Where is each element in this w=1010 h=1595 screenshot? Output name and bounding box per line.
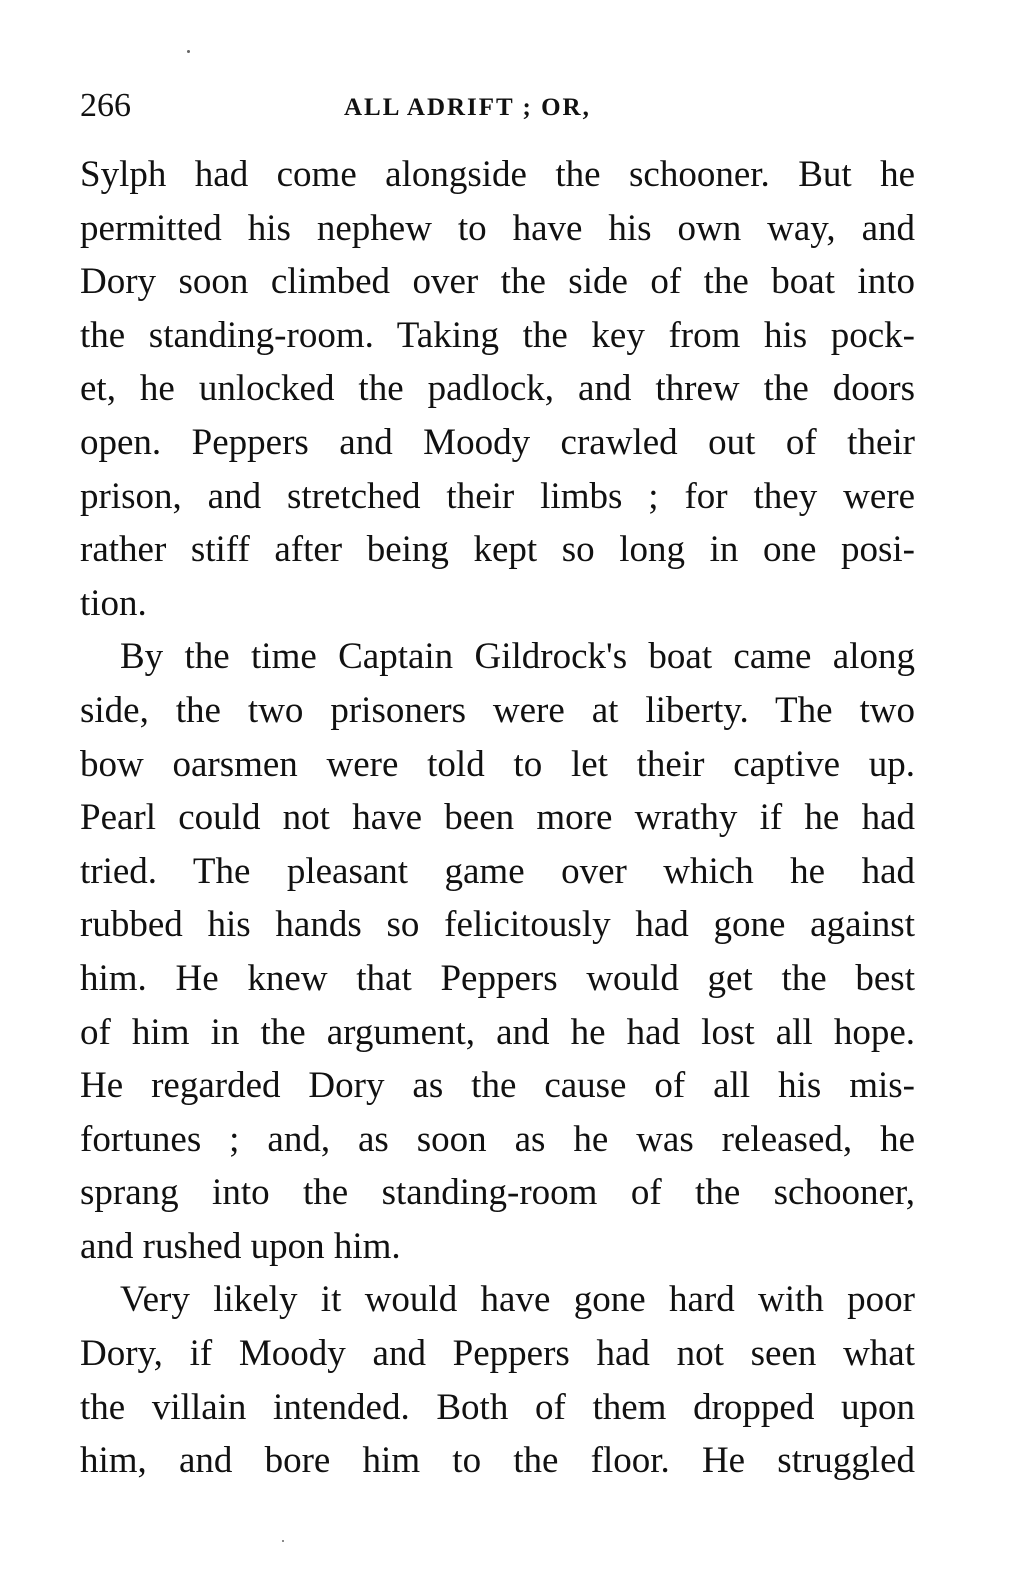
text-line: the standing-room. Taking the key from his pock- — [80, 314, 915, 356]
text-line: tion. — [80, 582, 147, 624]
text-line: him. He knew that Peppers would get the best — [80, 957, 915, 999]
scan-speck — [282, 1540, 284, 1542]
text-line: and rushed upon him. — [80, 1225, 401, 1267]
text-line: Very likely it would have gone hard with poor — [120, 1279, 915, 1321]
running-head — [80, 86, 915, 126]
paragraph — [80, 148, 915, 630]
text-line: By the time Captain Gildrock's boat came along — [120, 636, 915, 678]
body-text — [80, 148, 915, 1488]
text-line: et, he unlocked the padlock, and threw the doors — [80, 368, 915, 410]
text-line: tried. The pleasant game over which he had — [80, 850, 915, 892]
paragraph — [80, 630, 915, 1273]
text-line: permitted his nephew to have his own way, and — [80, 207, 915, 249]
page-number: 266 — [80, 87, 131, 124]
text-line: bow oarsmen were told to let their captive up. — [80, 743, 915, 785]
text-line: Dory soon climbed over the side of the boat into — [80, 261, 915, 303]
paragraph — [80, 1273, 915, 1487]
text-line: him, and bore him to the floor. He struggled — [80, 1440, 915, 1482]
scan-speck — [187, 50, 190, 53]
text-line: Dory, if Moody and Peppers had not seen what — [80, 1333, 915, 1375]
text-line: prison, and stretched their limbs ; for they were — [80, 475, 915, 517]
text-line: the villain intended. Both of them dropped upon — [80, 1386, 915, 1428]
page-content — [80, 86, 915, 1488]
text-line: rubbed his hands so felicitously had gone against — [80, 904, 915, 946]
text-line: open. Peppers and Moody crawled out of their — [80, 421, 915, 463]
running-title: ALL ADRIFT ; OR, — [344, 94, 591, 121]
text-line: side, the two prisoners were at liberty. The two — [80, 689, 915, 731]
text-line: of him in the argument, and he had lost all hope. — [80, 1011, 915, 1053]
text-line: sprang into the standing-room of the schooner, — [80, 1172, 915, 1214]
text-line: rather stiff after being kept so long in one posi- — [80, 529, 915, 571]
text-line: fortunes ; and, as soon as he was released, he — [80, 1118, 915, 1160]
text-line: Pearl could not have been more wrathy if he had — [80, 797, 915, 839]
text-line: Sylph had come alongside the schooner. But he — [80, 154, 915, 195]
text-line: He regarded Dory as the cause of all his mis- — [80, 1065, 915, 1107]
